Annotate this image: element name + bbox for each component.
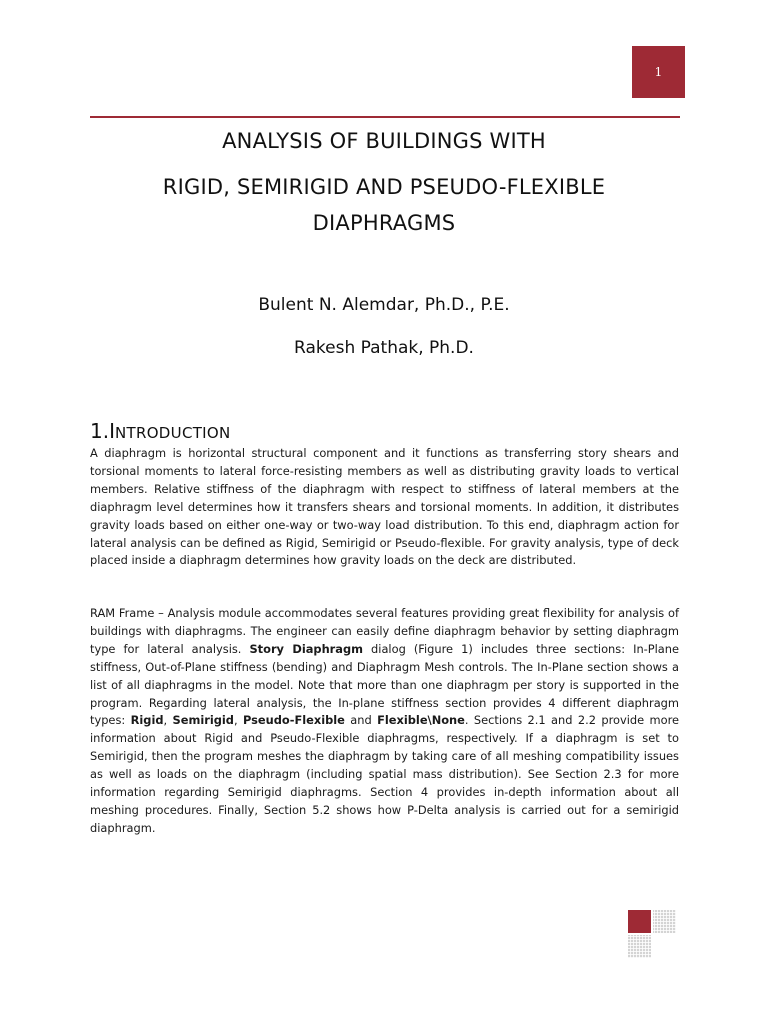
paragraph-text: , — [233, 713, 243, 728]
grid-gray-square-bottom-left — [628, 935, 651, 958]
section-number: 1. — [90, 419, 110, 443]
bold-term-pseudo-flexible: Pseudo-Flexible — [242, 713, 345, 728]
section-title-rest: NTRODUCTION — [115, 424, 231, 442]
header-rule — [90, 116, 680, 118]
paragraph-text: , — [163, 713, 173, 728]
paragraph-text: dialog (Figure 1) includes three sections: In-Plane stiffness, Out-of-Plane stiffness (bending) and Diaphragm Mesh controls. The In-Plane section shows a list of all diaphragms in the model. Note that more than one diaphragm per story is supported in the program. Regarding lateral analysis, the In-plane stiffness section provides 4 different diaphragm types: — [90, 641, 680, 728]
bold-term-rigid: Rigid — [130, 713, 164, 728]
document-title — [0, 126, 768, 238]
author-1: Bulent N. Alemdar, Ph.D., P.E. — [258, 295, 510, 315]
grid-red-square — [628, 910, 651, 933]
page-number: 1 — [654, 65, 663, 79]
author-list — [0, 290, 768, 363]
bold-term-story-diaphragm: Story Diaphragm — [249, 641, 364, 656]
title-line-1: ANALYSIS OF BUILDINGS WITH — [222, 129, 546, 153]
bold-term-semirigid: Semirigid — [172, 713, 234, 728]
page-number-box — [632, 46, 685, 98]
title-line-2: RIGID, SEMIRIGID AND PSEUDO-FLEXIBLE — [162, 175, 606, 199]
intro-paragraph-2 — [90, 605, 679, 838]
section-heading-introduction — [90, 419, 231, 443]
paragraph-text: RAM Frame – Analysis module accommodates several features providing great flexibility for analysis of buildings with diaphragms. The engineer can easily define diaphragm behavior by setting diaphragm type for lateral analysis. — [90, 606, 679, 656]
section-title-initial: I — [109, 419, 115, 443]
decorative-grid-icon — [628, 910, 676, 958]
title-line-3: DIAPHRAGMS — [312, 211, 456, 235]
grid-gray-square-top-right — [653, 910, 676, 933]
paragraph-text: and — [344, 713, 378, 728]
intro-paragraph-1: A diaphragm is horizontal structural component and it functions as transferring story shears and torsional moments to lateral force-resisting members as well as distributing gravity loads to vertical members. Relative stiffness of the diaphragm with respect to stiffness of lateral members at the diaphragm level determines how it transfers shears and torsional moments. In addition, it distributes gravity loads based on either one-way or two-way load distribution. To this end, diaphragm action for lateral analysis can be defined as Rigid, Semirigid or Pseudo-flexible. For gravity analysis, type of deck placed inside a diaphragm determines how gravity loads on the deck are distributed. — [90, 446, 679, 568]
bold-term-flexible-none: Flexible\None — [377, 713, 465, 728]
paragraph-text: . Sections 2.1 and 2.2 provide more information about Rigid and Pseudo-Flexible diaphragms, respectively. If a diaphragm is set to Semirigid, then the program meshes the diaphragm by taking care of all meshing compatibility issues as well as loads on the diaphragm (including spatial mass distribution). See Section 2.3 for more information regarding Semirigid diaphragms. Section 4 provides in-depth information about all meshing procedures. Finally, Section 5.2 shows how P-Delta analysis is carried out for a semirigid diaphragm. — [90, 713, 680, 835]
author-2: Rakesh Pathak, Ph.D. — [294, 338, 474, 358]
